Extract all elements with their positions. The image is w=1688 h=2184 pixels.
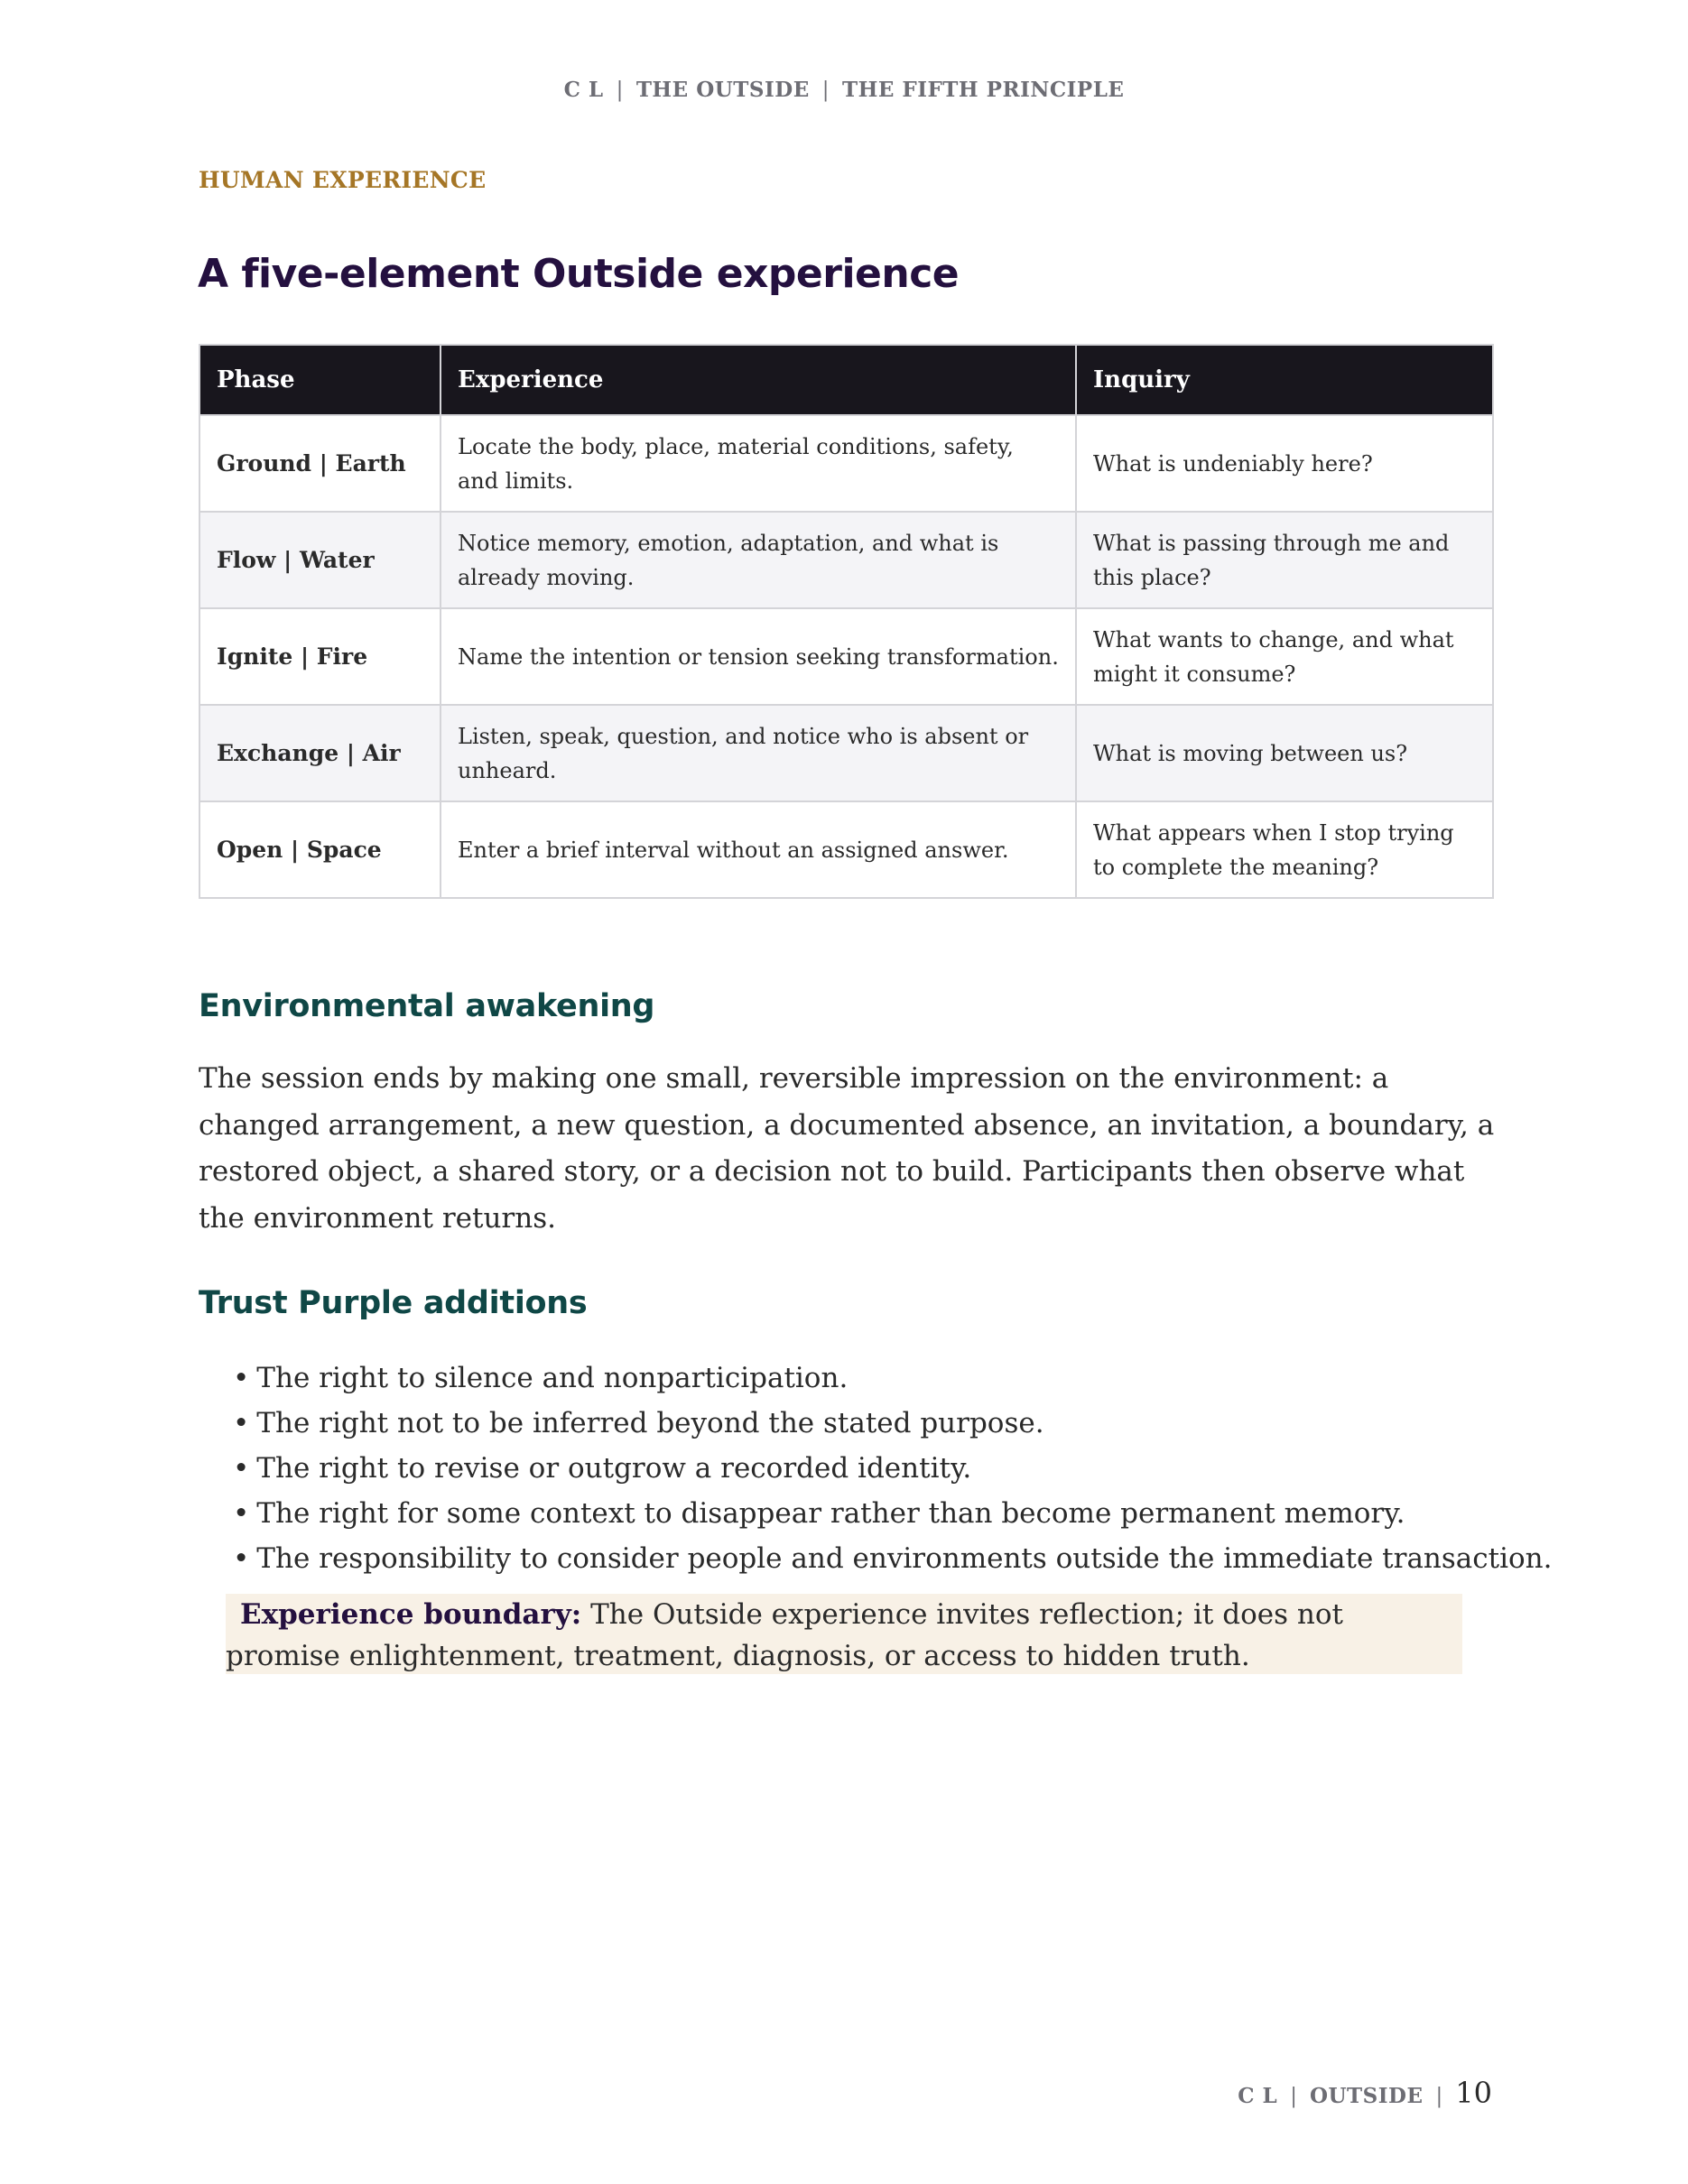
running-header xyxy=(0,78,1688,102)
phase-cell: Open | Space xyxy=(199,801,441,898)
list-item: • The right not to be inferred beyond the stated purpose. xyxy=(233,1401,1553,1446)
column-header-phase: Phase xyxy=(199,345,441,415)
experience-cell: Name the intention or tension seeking transformation. xyxy=(441,608,1076,705)
inquiry-cell: What wants to change, and what might it consume? xyxy=(1076,608,1493,705)
inquiry-cell: What is passing through me and this place? xyxy=(1076,512,1493,608)
header-separator: | xyxy=(616,79,624,102)
section-kicker: HUMAN EXPERIENCE xyxy=(199,167,487,193)
list-item: • The right to revise or outgrow a recorded identity. xyxy=(233,1446,1553,1491)
page-title: A five-element Outside experience xyxy=(198,251,960,297)
header-part: THE OUTSIDE xyxy=(635,78,810,102)
table-row xyxy=(199,608,1493,705)
running-footer xyxy=(1238,2076,1492,2110)
phase-table xyxy=(199,344,1494,899)
table-row xyxy=(199,512,1493,608)
trust-heading: Trust Purple additions xyxy=(199,1285,588,1321)
footer-separator: | xyxy=(1290,2085,1297,2108)
phase-cell: Ground | Earth xyxy=(199,415,441,512)
inquiry-cell: What appears when I stop trying to complete the meaning? xyxy=(1076,801,1493,898)
experience-boundary-callout xyxy=(226,1594,1462,1674)
awakening-paragraph: The session ends by making one small, reversible impression on the environment: a changed arrangement, a new question, a documented absence, an invitation, a boundary, a restored object, a shared story, or a decision not to build. Participants then observe what the environment returns. xyxy=(199,1062,1495,1235)
page-number: 10 xyxy=(1455,2076,1492,2110)
header-separator: | xyxy=(821,79,830,102)
list-item: • The right for some context to disappear rather than become permanent memory. xyxy=(233,1491,1553,1536)
experience-cell: Notice memory, emotion, adaptation, and what is already moving. xyxy=(441,512,1076,608)
table-row xyxy=(199,705,1493,801)
table-row xyxy=(199,801,1493,898)
experience-cell: Locate the body, place, material conditions, safety, and limits. xyxy=(441,415,1076,512)
list-item: • The right to silence and nonparticipation. xyxy=(233,1356,1553,1401)
awakening-heading: Environmental awakening xyxy=(199,988,655,1024)
header-initials: C L xyxy=(563,78,604,102)
experience-cell: Enter a brief interval without an assigned answer. xyxy=(441,801,1076,898)
callout-text: The Outside experience invites reflection; it does not promise enlightenment, treatment, diagnosis, or access to hidden truth. xyxy=(226,1598,1343,1672)
column-header-inquiry: Inquiry xyxy=(1076,345,1493,415)
phase-cell: Exchange | Air xyxy=(199,705,441,801)
experience-cell: Listen, speak, question, and notice who is absent or unheard. xyxy=(441,705,1076,801)
footer-initials: C L xyxy=(1238,2084,1278,2108)
inquiry-cell: What is undeniably here? xyxy=(1076,415,1493,512)
footer-separator: | xyxy=(1435,2085,1443,2108)
inquiry-cell: What is moving between us? xyxy=(1076,705,1493,801)
column-header-experience: Experience xyxy=(441,345,1076,415)
callout-lead: Experience boundary: xyxy=(240,1598,582,1631)
phase-cell: Flow | Water xyxy=(199,512,441,608)
table-row xyxy=(199,415,1493,512)
phase-cell: Ignite | Fire xyxy=(199,608,441,705)
footer-section: OUTSIDE xyxy=(1309,2084,1424,2108)
header-chapter: THE FIFTH PRINCIPLE xyxy=(842,78,1125,102)
trust-list xyxy=(233,1356,1553,1581)
list-item: • The responsibility to consider people and environments outside the immediate transaction. xyxy=(233,1536,1553,1581)
table-header-row xyxy=(199,345,1493,415)
